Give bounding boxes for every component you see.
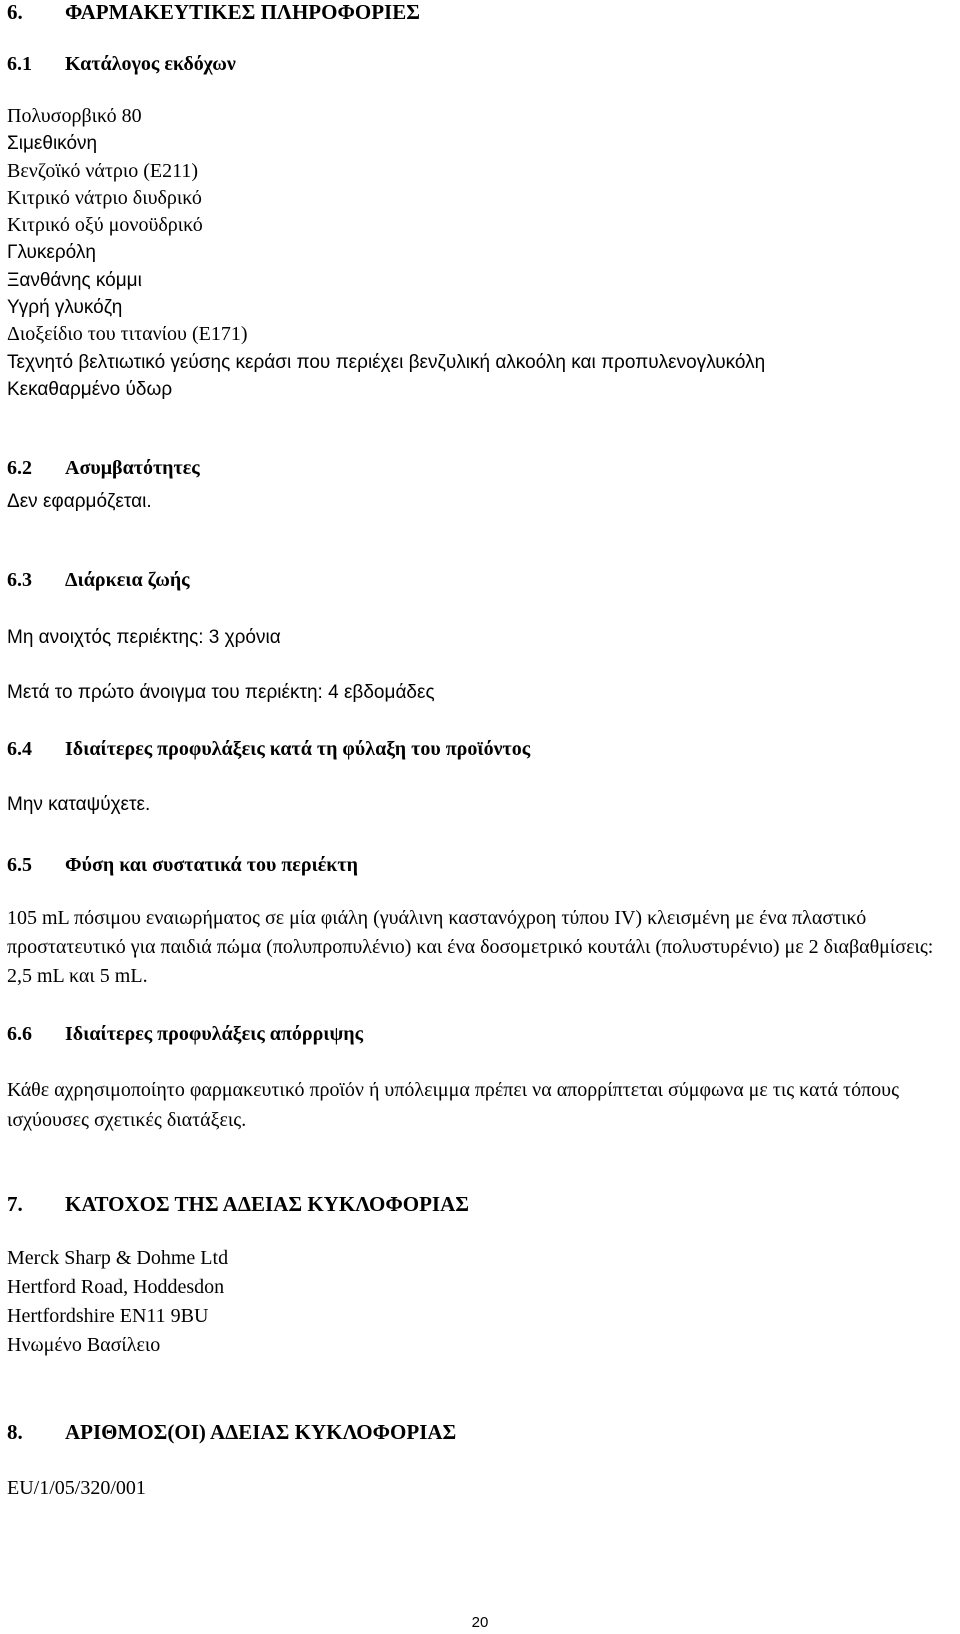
list-item: Διοξείδιο του τιτανίου (E171) (7, 323, 248, 346)
section-number: 8. (7, 1420, 23, 1444)
section-7-heading (7, 1192, 469, 1216)
container-description: 105 mL πόσιμου εναιωρήματος σε μία φιάλη (γυάλινη καστανόχροη τύπου IV) κλεισμένη με ένα πλαστικό προστατευτικό για παιδιά πώμα (πολυπροπυλένιο) και ένα δοσομετρικό κουτάλι (πολυστυρένιο) με 2 διαβαθμίσεις: 2,5 mL και 5 mL. (7, 907, 934, 987)
list-item: Γλυκερόλη (7, 242, 96, 264)
subsection-number: 6.2 (7, 457, 32, 479)
section-6-heading (7, 0, 420, 24)
section-title: ΑΡΙΘΜΟΣ(ΟΙ) ΑΔΕΙΑΣ ΚΥΚΛΟΦΟΡΙΑΣ (65, 1420, 457, 1444)
authorisation-number: EU/1/05/320/001 (7, 1477, 146, 1499)
subsection-6-4-heading (7, 737, 530, 761)
address-line: Merck Sharp & Dohme Ltd (7, 1247, 229, 1269)
page-number: 20 (471, 1614, 489, 1631)
list-item: Βενζοϊκό νάτριο (E211) (7, 159, 199, 182)
incompatibilities-text: Δεν εφαρμόζεται. (7, 491, 152, 512)
subsection-title: Κατάλογος εκδόχων (65, 53, 236, 75)
excipients-list (7, 103, 957, 403)
address-line: Hertfordshire EN11 9BU (7, 1305, 209, 1327)
section-title: ΦΑΡΜΑΚΕΥΤΙΚΕΣ ΠΛΗΡΟΦΟΡΙΕΣ (65, 0, 420, 24)
subsection-number: 6.1 (7, 53, 32, 75)
section-title: ΚΑΤΟΧΟΣ ΤΗΣ ΑΔΕΙΑΣ ΚΥΚΛΟΦΟΡΙΑΣ (65, 1192, 469, 1216)
subsection-title: Ασυμβατότητες (65, 457, 200, 479)
shelf-life-opened: Μετά το πρώτο άνοιγμα του περιέκτη: 4 εβδομάδες (7, 682, 435, 703)
list-item: Υγρή γλυκόζη (7, 297, 123, 319)
subsection-title: Φύση και συστατικά του περιέκτη (65, 854, 358, 876)
list-item: Πολυσορβικό 80 (7, 105, 142, 127)
list-item: Τεχνητό βελτιωτικό γεύσης κεράσι που περιέχει βενζυλική αλκοόλη και προπυλενογλυκόλη (7, 351, 766, 373)
list-item: Σιμεθικόνη (7, 133, 98, 155)
subsection-6-5-heading (7, 853, 358, 877)
list-item: Κεκαθαρμένο ύδωρ (7, 378, 173, 400)
subsection-title: Ιδιαίτερες προφυλάξεις κατά τη φύλαξη του προϊόντος (65, 738, 531, 760)
subsection-number: 6.4 (7, 738, 32, 760)
section-number: 6. (7, 0, 23, 24)
section-8-heading (7, 1420, 456, 1444)
list-item: Κιτρικό νάτριο διυδρικό (7, 186, 202, 209)
subsection-title: Ιδιαίτερες προφυλάξεις απόρριψης (65, 1023, 364, 1045)
mah-address (7, 1244, 957, 1360)
section-number: 7. (7, 1192, 23, 1216)
subsection-number: 6.5 (7, 854, 32, 876)
disposal-text: Κάθε αχρησιμοποίητο φαρμακευτικό προϊόν ή υπόλειμμα πρέπει να απορρίπτεται σύμφωνα με τις κατά τόπους ισχύουσες σχετικές διατάξεις. (7, 1079, 899, 1131)
address-line: Ηνωμένο Βασίλειο (7, 1334, 161, 1356)
subsection-6-3-heading (7, 568, 190, 592)
list-item: Ξανθάνης κόμμι (7, 269, 142, 291)
subsection-title: Διάρκεια ζωής (65, 569, 190, 591)
subsection-number: 6.6 (7, 1023, 32, 1045)
storage-text: Μην καταψύχετε. (7, 794, 151, 815)
subsection-6-2-heading (7, 456, 200, 480)
list-item: Κιτρικό οξύ μονοϋδρικό (7, 214, 203, 237)
subsection-number: 6.3 (7, 569, 32, 591)
address-line: Hertford Road, Hoddesdon (7, 1276, 225, 1298)
subsection-6-6-heading (7, 1022, 363, 1046)
subsection-6-1-heading (7, 52, 236, 76)
shelf-life-unopened: Μη ανοιχτός περιέκτης: 3 χρόνια (7, 627, 281, 648)
